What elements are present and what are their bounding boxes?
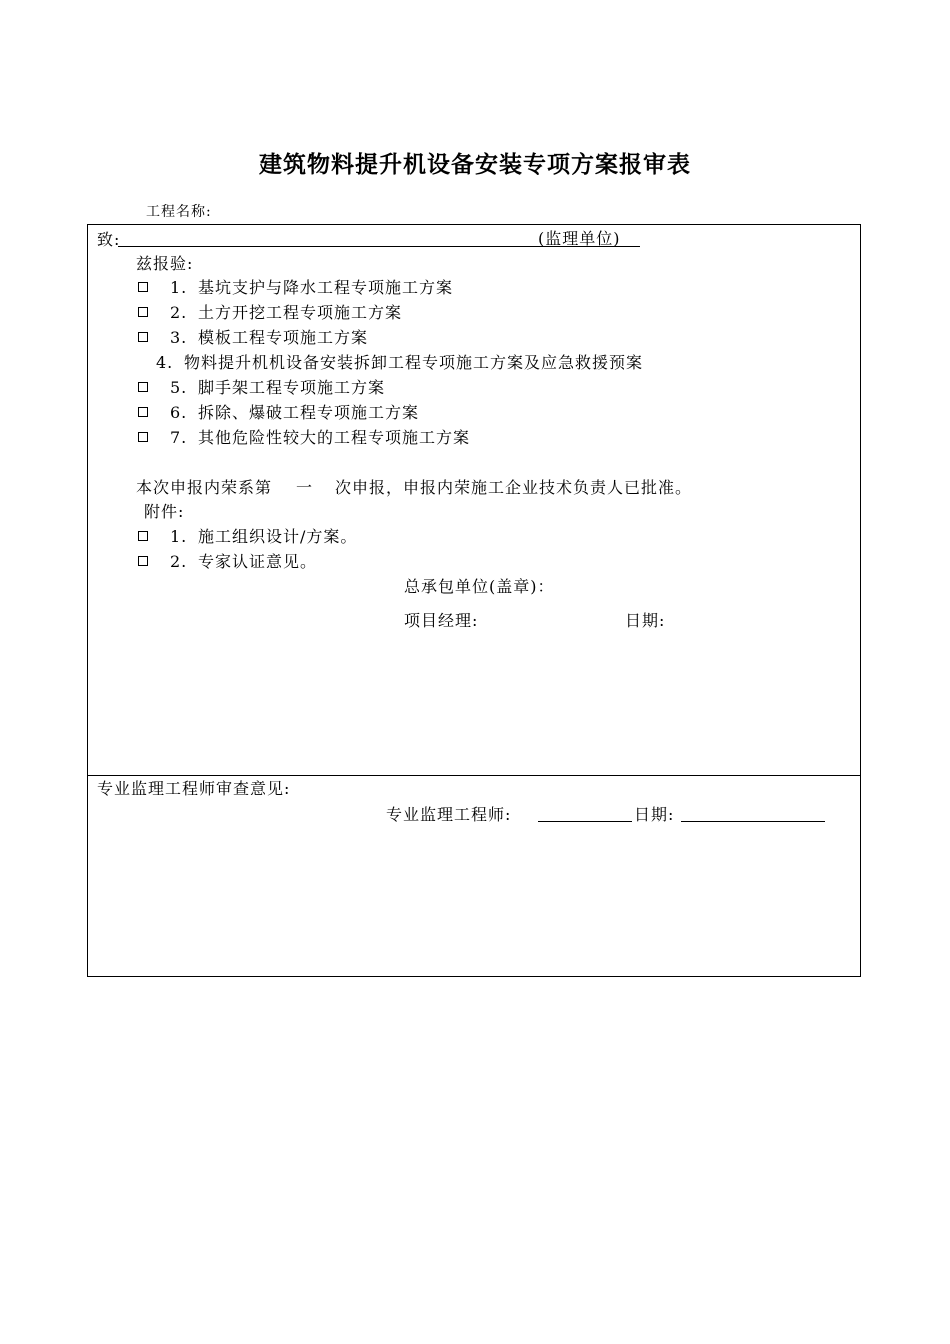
list-item: [138, 278, 453, 298]
item-number: 7.: [170, 428, 188, 447]
declaration-suffix: 次申报，申报内荣施工企业技术负责人已批准。: [335, 478, 693, 497]
item-text: 模板工程专项施工方案: [198, 328, 369, 347]
attachment-checkbox[interactable]: [138, 556, 148, 566]
item-text: 拆除、爆破工程专项施工方案: [198, 403, 420, 422]
item-checkbox[interactable]: [138, 282, 148, 292]
declaration-count: 一: [296, 478, 314, 497]
section-divider: [88, 775, 860, 776]
item-checkbox[interactable]: [138, 407, 148, 417]
review-opinion-label: 专业监理工程师审查意见:: [97, 779, 291, 798]
date-label: 日期:: [625, 611, 666, 630]
attachment-text: 施工组织设计/方案。: [198, 527, 358, 546]
attachment-item: [138, 527, 357, 547]
item-number: 2.: [170, 303, 188, 322]
item-text: 物料提升机机设备安装拆卸工程专项施工方案及应急救援预案: [184, 353, 644, 372]
item-text: 基坑支护与降水工程专项施工方案: [198, 278, 454, 297]
item-number: 5.: [170, 378, 188, 397]
review-date-blank[interactable]: [681, 821, 825, 822]
attachment-item: [138, 552, 317, 572]
item-checkbox[interactable]: [138, 382, 148, 392]
item-text: 土方开挖工程专项施工方案: [198, 303, 403, 322]
item-number: 4.: [156, 353, 174, 372]
engineer-label: 专业监理工程师:: [386, 805, 512, 824]
to-label: 致:: [97, 230, 121, 249]
list-item: [156, 353, 643, 373]
page-title: 建筑物料提升机设备安装专项方案报审表: [259, 151, 691, 178]
attachments-label: 附件:: [144, 502, 185, 521]
attachment-number: 1.: [170, 527, 188, 546]
item-text: 脚手架工程专项施工方案: [198, 378, 386, 397]
attachment-text: 专家认证意见。: [198, 552, 318, 571]
attachment-number: 2.: [170, 552, 188, 571]
review-date-label: 日期:: [634, 805, 675, 824]
declaration-prefix: 本次申报内荣系第: [136, 478, 273, 497]
item-number: 1.: [170, 278, 188, 297]
list-item: [138, 428, 470, 448]
list-item: [138, 328, 368, 348]
project-name-label: 工程名称:: [146, 204, 212, 220]
declaration-text: [136, 478, 692, 498]
engineer-signature-blank[interactable]: [538, 821, 632, 822]
item-checkbox[interactable]: [138, 307, 148, 317]
item-checkbox[interactable]: [138, 432, 148, 442]
list-item: [138, 403, 419, 423]
item-checkbox[interactable]: [138, 332, 148, 342]
item-number: 6.: [170, 403, 188, 422]
attachment-checkbox[interactable]: [138, 531, 148, 541]
list-item: [138, 378, 385, 398]
contractor-seal-label: 总承包单位(盖章)：: [404, 577, 555, 596]
intro-label: 兹报验:: [136, 254, 194, 273]
list-item: [138, 303, 402, 323]
supervisor-unit-label: (监理单位): [538, 229, 621, 248]
project-manager-label: 项目经理:: [404, 611, 479, 630]
item-number: 3.: [170, 328, 188, 347]
item-text: 其他危险性较大的工程专项施工方案: [198, 428, 471, 447]
